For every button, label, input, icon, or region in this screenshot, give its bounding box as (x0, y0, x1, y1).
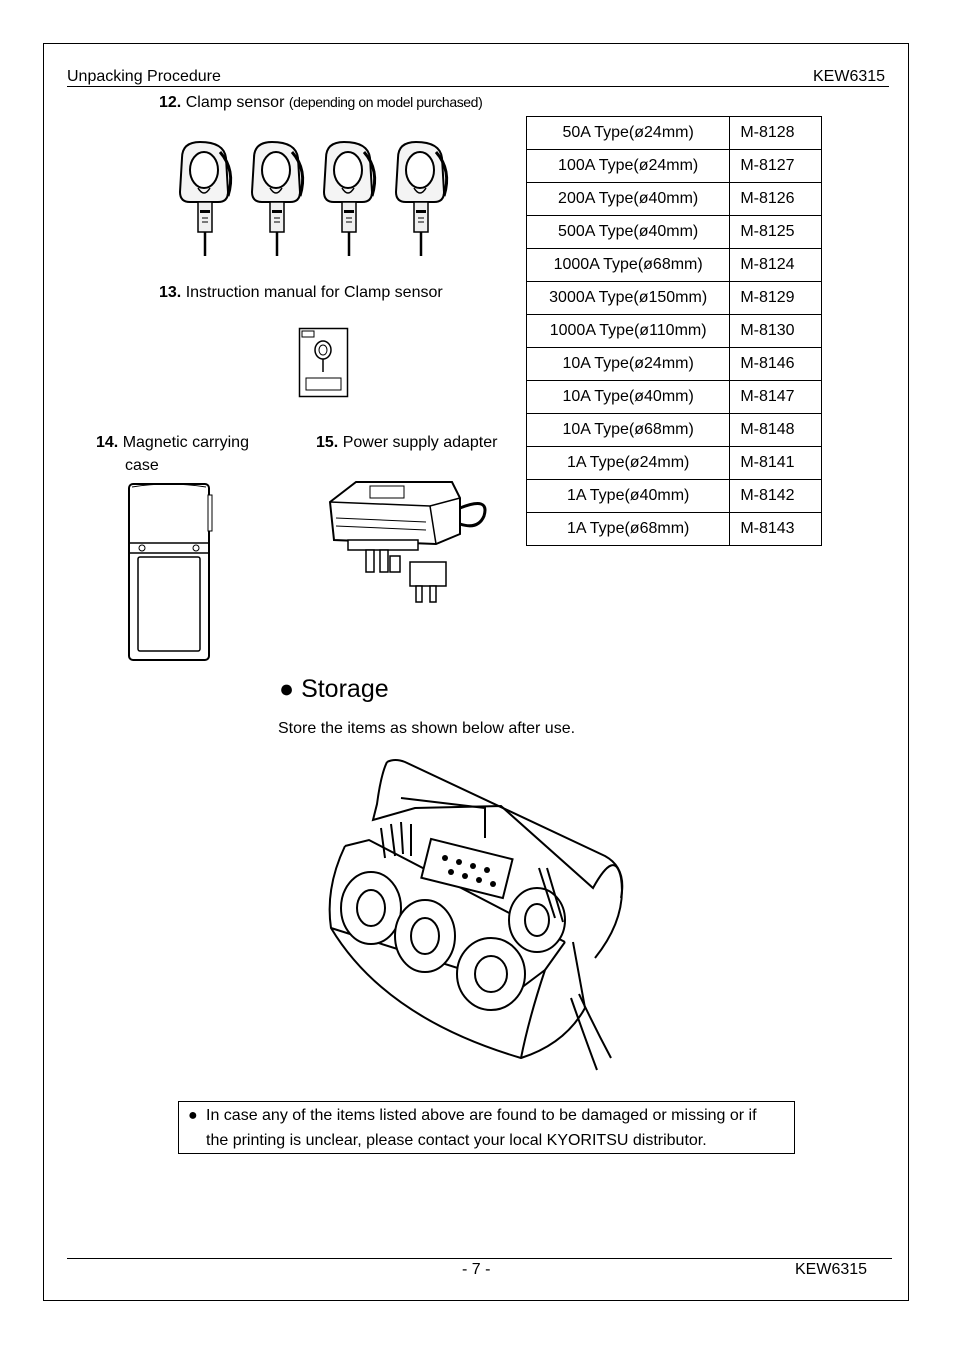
storage-heading (279, 675, 389, 704)
item-14-caption (96, 434, 249, 452)
table-row (527, 513, 822, 546)
sensor-type-cell: 1A Type(ø24mm) (527, 447, 730, 480)
footer-rule (67, 1258, 892, 1259)
sensor-code-cell: M-8129 (730, 282, 822, 315)
sensor-code-cell: M-8130 (730, 315, 822, 348)
table-row (527, 381, 822, 414)
sensor-type-cell: 200A Type(ø40mm) (527, 183, 730, 216)
sensor-type-cell: 1000A Type(ø110mm) (527, 315, 730, 348)
footer-model: KEW6315 (795, 1261, 868, 1278)
sensor-type-cell: 3000A Type(ø150mm) (527, 282, 730, 315)
footer-page-number: - 7 - (462, 1261, 491, 1278)
clamp-sensors-illustration (176, 140, 466, 260)
header-rule (67, 86, 889, 87)
sensor-type-cell: 100A Type(ø24mm) (527, 150, 730, 183)
table-row (527, 249, 822, 282)
table-row (527, 282, 822, 315)
sensor-code-cell: M-8148 (730, 414, 822, 447)
sensor-type-cell: 10A Type(ø40mm) (527, 381, 730, 414)
damage-notice-box (178, 1101, 795, 1154)
item-14-label-line2: case (125, 457, 159, 474)
header-section-title: Unpacking Procedure (67, 68, 221, 85)
item-12-number: 12. (159, 94, 182, 111)
magnetic-case-illustration (128, 483, 214, 663)
item-13-number: 13. (159, 284, 182, 301)
sensor-code-cell: M-8126 (730, 183, 822, 216)
item-14-label-line1: Magnetic carrying (122, 434, 249, 451)
table-row (527, 480, 822, 513)
sensor-code-cell: M-8128 (730, 117, 822, 150)
table-row (527, 216, 822, 249)
sensor-code-cell: M-8142 (730, 480, 822, 513)
table-row (527, 348, 822, 381)
item-12-note: (depending on model purchased) (288, 94, 483, 110)
header-model: KEW6315 (813, 68, 886, 85)
table-row (527, 414, 822, 447)
storage-bullet: ● (279, 675, 295, 703)
table-row (527, 183, 822, 216)
sensor-code-cell: M-8147 (730, 381, 822, 414)
storage-title: Storage (301, 675, 389, 703)
item-12-caption (159, 94, 482, 112)
item-12-label: Clamp sensor (185, 94, 285, 111)
item-14-number: 14. (96, 434, 119, 451)
sensor-type-cell: 50A Type(ø24mm) (527, 117, 730, 150)
notice-line-1: In case any of the items listed above are found to be damaged or missing or if (206, 1107, 757, 1124)
table-row (527, 315, 822, 348)
notice-line-2: the printing is unclear, please contact your local KYORITSU distributor. (206, 1132, 707, 1149)
sensor-code-cell: M-8146 (730, 348, 822, 381)
notice-bullet: ● (188, 1107, 198, 1124)
item-13-caption (159, 284, 443, 302)
clamp-sensor-table (526, 116, 822, 546)
item-13-label: Instruction manual for Clamp sensor (185, 284, 443, 301)
sensor-type-cell: 10A Type(ø24mm) (527, 348, 730, 381)
table-row (527, 117, 822, 150)
sensor-type-cell: 1A Type(ø68mm) (527, 513, 730, 546)
table-row (527, 150, 822, 183)
item-15-label: Power supply adapter (342, 434, 498, 451)
sensor-type-cell: 500A Type(ø40mm) (527, 216, 730, 249)
sensor-code-cell: M-8127 (730, 150, 822, 183)
storage-case-illustration (325, 758, 630, 1074)
sensor-code-cell: M-8125 (730, 216, 822, 249)
sensor-code-cell: M-8143 (730, 513, 822, 546)
item-15-number: 15. (316, 434, 339, 451)
table-row (527, 447, 822, 480)
sensor-type-cell: 10A Type(ø68mm) (527, 414, 730, 447)
sensor-code-cell: M-8124 (730, 249, 822, 282)
item-15-caption (316, 434, 497, 452)
storage-instruction: Store the items as shown below after use. (278, 720, 576, 737)
power-adapter-illustration (326, 478, 491, 606)
sensor-type-cell: 1A Type(ø40mm) (527, 480, 730, 513)
clamp-sensor-manual-illustration (299, 328, 349, 398)
sensor-code-cell: M-8141 (730, 447, 822, 480)
sensor-type-cell: 1000A Type(ø68mm) (527, 249, 730, 282)
